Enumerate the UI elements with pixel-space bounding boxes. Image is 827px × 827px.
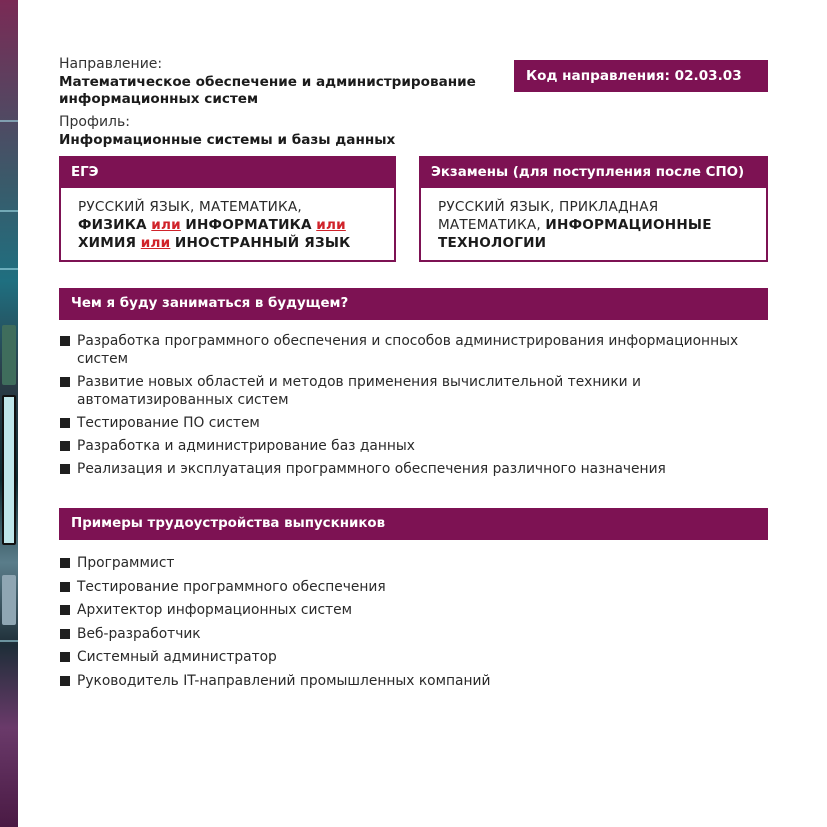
list-item-text: Архитектор информационных систем <box>77 602 353 618</box>
decor-block <box>2 575 16 625</box>
spo-info-tech: ИНФОРМАЦИОННЫЕ <box>545 217 712 233</box>
square-bullet-icon <box>60 377 70 387</box>
list-item-text: Веб-разработчик <box>77 625 201 642</box>
ege-line-2 <box>78 216 394 234</box>
square-bullet-icon <box>60 441 70 451</box>
square-bullet-icon <box>60 464 70 474</box>
decorative-photo-strip <box>0 0 18 827</box>
spo-technologies: ТЕХНОЛОГИИ <box>438 235 547 251</box>
ege-or: или <box>316 217 346 233</box>
list-item <box>59 332 771 368</box>
decor-screen <box>2 395 16 545</box>
list-item-text: Тестирование программного обеспечения <box>77 578 386 595</box>
jobs-section-title: Примеры трудоустройства выпускников <box>59 508 768 540</box>
list-item <box>59 414 771 432</box>
future-list <box>59 332 771 483</box>
list-item-text: Разработка и администрирование баз данных <box>77 438 415 454</box>
list-item <box>59 554 771 572</box>
future-section-title: Чем я буду заниматься в будущем? <box>59 288 768 320</box>
ege-informatics: ИНФОРМАТИКА <box>185 217 312 233</box>
list-item-text: Тестирование ПО систем <box>77 415 260 431</box>
spo-subjects <box>421 188 766 252</box>
spo-line-2 <box>438 216 766 234</box>
ege-subjects <box>61 188 394 252</box>
profile-name: Информационные системы и базы данных <box>59 132 396 148</box>
list-item <box>59 437 771 455</box>
list-item <box>59 373 771 409</box>
list-item-text: Разработка программного обеспечения и способов администрирования информационных систем <box>77 333 739 367</box>
list-item <box>59 601 771 619</box>
list-item-text: Реализация и эксплуатация программного обеспечения различного назначения <box>77 461 666 477</box>
square-bullet-icon <box>60 582 70 592</box>
ege-box <box>59 156 396 262</box>
direction-code-badge: Код направления: 02.03.03 <box>514 60 768 92</box>
list-item-text: Развитие новых областей и методов применения вычислительной техники и автоматизированных систем <box>77 374 641 408</box>
decor-line <box>0 120 18 122</box>
direction-label: Направление: <box>59 56 163 72</box>
list-item-text: Системный администратор <box>77 649 277 665</box>
list-item <box>59 460 771 478</box>
decor-line <box>0 210 18 212</box>
ege-line-3 <box>78 234 394 252</box>
list-item <box>59 578 771 596</box>
ege-chemistry: ХИМИЯ <box>78 235 137 251</box>
ege-or: или <box>151 217 181 233</box>
decor-line <box>0 640 18 642</box>
list-item <box>59 672 771 690</box>
list-item-text: Программист <box>77 555 175 571</box>
spo-math: МАТЕМАТИКА, <box>438 217 546 233</box>
ege-or: или <box>140 235 171 251</box>
ege-foreign-language: ИНОСТРАННЫЙ ЯЗЫК <box>174 235 351 251</box>
square-bullet-icon <box>60 418 70 428</box>
square-bullet-icon <box>60 676 70 686</box>
square-bullet-icon <box>60 629 70 639</box>
decor-block <box>2 325 16 385</box>
direction-name: Математическое обеспечение и администрирование информационных систем <box>59 74 476 107</box>
square-bullet-icon <box>60 605 70 615</box>
jobs-list <box>59 554 771 695</box>
profile-label: Профиль: <box>59 114 130 130</box>
spo-exams-box <box>419 156 768 262</box>
ege-line-1: РУССКИЙ ЯЗЫК, МАТЕМАТИКА, <box>78 199 302 215</box>
spo-line-3 <box>438 234 766 252</box>
spo-line-1: РУССКИЙ ЯЗЫК, ПРИКЛАДНАЯ <box>438 199 659 215</box>
square-bullet-icon <box>60 336 70 346</box>
spo-title: Экзамены (для поступления после СПО) <box>421 158 766 188</box>
list-item <box>59 648 771 666</box>
square-bullet-icon <box>60 652 70 662</box>
ege-physics: ФИЗИКА <box>78 217 147 233</box>
square-bullet-icon <box>60 558 70 568</box>
decor-line <box>0 268 18 270</box>
list-item <box>59 625 771 643</box>
ege-title: ЕГЭ <box>61 158 394 188</box>
list-item-text: Руководитель IT-направлений промышленных компаний <box>77 672 491 689</box>
